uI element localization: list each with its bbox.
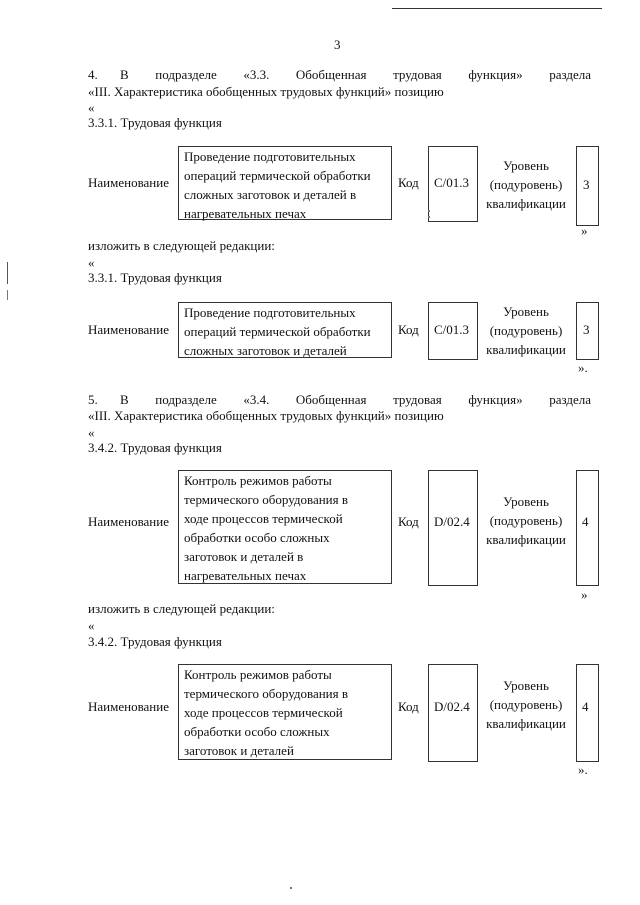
- code-value: D/02.4: [434, 699, 470, 714]
- item-intro-line2: «III. Характеристика обобщенных трудовых функций» позицию: [88, 408, 444, 423]
- page-number: 3: [334, 37, 341, 52]
- name-line: операций термической обработки: [184, 168, 371, 183]
- item-intro-line: [120, 67, 591, 83]
- level-line: Уровень: [503, 678, 549, 693]
- function-name-box: [178, 302, 392, 358]
- scan-dot: [428, 210, 430, 212]
- code-label: Код: [398, 514, 419, 529]
- word: В: [120, 67, 129, 82]
- name-label: Наименование: [88, 322, 169, 337]
- open-quote: «: [88, 100, 95, 115]
- code-label: Код: [398, 699, 419, 714]
- open-quote: «: [88, 255, 95, 270]
- open-quote: «: [88, 618, 95, 633]
- word: функция»: [468, 392, 523, 407]
- code-label: Код: [398, 175, 419, 190]
- level-line: (подуровень): [489, 177, 563, 192]
- name-line: термического оборудования в: [184, 492, 349, 507]
- level-line: квалификации: [486, 196, 566, 211]
- function-name-box: [178, 470, 392, 584]
- level-line: Уровень: [503, 158, 549, 173]
- code-value: C/01.3: [434, 322, 470, 337]
- name-line: Контроль режимов работы: [184, 473, 332, 488]
- level-line: Уровень: [503, 304, 549, 319]
- function-name-box: [178, 146, 392, 220]
- word: В: [120, 392, 129, 407]
- close-quote: ».: [578, 360, 588, 375]
- instruction: изложить в следующей редакции:: [88, 238, 275, 253]
- function-name-box: [178, 664, 392, 760]
- word: «3.4.: [243, 392, 270, 407]
- function-heading: 3.4.2. Трудовая функция: [88, 440, 222, 455]
- name-line: обработки особо сложных: [184, 724, 330, 739]
- close-quote: »: [581, 587, 588, 602]
- name-label: Наименование: [88, 699, 169, 714]
- word: «3.3.: [243, 67, 270, 82]
- word: раздела: [549, 67, 591, 82]
- name-line: Контроль режимов работы: [184, 667, 332, 682]
- name-line: нагревательных печах: [184, 206, 307, 221]
- level-line: (подуровень): [489, 323, 563, 338]
- level-line: Уровень: [503, 494, 549, 509]
- name-line: Проведение подготовительных: [184, 149, 356, 164]
- item-intro-line2: «III. Характеристика обобщенных трудовых функций» позицию: [88, 84, 444, 99]
- word: трудовая: [393, 392, 442, 407]
- name-line: термического оборудования в: [184, 686, 349, 701]
- level-label: [478, 676, 574, 733]
- level-line: квалификации: [486, 716, 566, 731]
- level-line: (подуровень): [489, 513, 563, 528]
- name-label: Наименование: [88, 175, 169, 190]
- word: раздела: [549, 392, 591, 407]
- word: функция»: [468, 67, 523, 82]
- level-line: (подуровень): [489, 697, 563, 712]
- item-intro-line: [120, 392, 591, 408]
- level-line: квалификации: [486, 532, 566, 547]
- name-line: заготовок и деталей в: [184, 549, 304, 564]
- scan-dot: [290, 887, 292, 889]
- function-heading: 3.3.1. Трудовая функция: [88, 270, 222, 285]
- item-number: 5.: [88, 392, 98, 407]
- close-quote: ».: [578, 762, 588, 777]
- code-value: C/01.3: [434, 175, 470, 190]
- name-line: сложных заготовок и деталей: [184, 343, 347, 358]
- name-line: операций термической обработки: [184, 324, 371, 339]
- name-line: ходе процессов термической: [184, 511, 343, 526]
- code-label: Код: [398, 322, 419, 337]
- level-value: 3: [583, 322, 590, 337]
- scan-top-line: [392, 8, 602, 9]
- item-number: 4.: [88, 67, 98, 82]
- word: Обобщенная: [295, 392, 367, 407]
- name-line: Проведение подготовительных: [184, 305, 356, 320]
- name-line: нагревательных печах: [184, 568, 307, 583]
- instruction: изложить в следующей редакции:: [88, 601, 275, 616]
- word: подразделе: [155, 67, 217, 82]
- word: трудовая: [393, 67, 442, 82]
- level-label: [478, 302, 574, 359]
- level-value: 4: [582, 514, 589, 529]
- scan-margin-mark: [7, 290, 8, 300]
- name-label: Наименование: [88, 514, 169, 529]
- close-quote: »: [581, 223, 588, 238]
- scan-margin-mark: [7, 262, 8, 284]
- name-line: ходе процессов термической: [184, 705, 343, 720]
- code-value: D/02.4: [434, 514, 470, 529]
- name-line: заготовок и деталей: [184, 743, 294, 758]
- level-label: [478, 156, 574, 213]
- function-heading: 3.4.2. Трудовая функция: [88, 634, 222, 649]
- name-line: сложных заготовок и деталей в: [184, 187, 357, 202]
- name-line: обработки особо сложных: [184, 530, 330, 545]
- open-quote: «: [88, 425, 95, 440]
- function-heading: 3.3.1. Трудовая функция: [88, 115, 222, 130]
- word: Обобщенная: [295, 67, 367, 82]
- level-value: 4: [582, 699, 589, 714]
- level-label: [478, 492, 574, 549]
- word: подразделе: [155, 392, 217, 407]
- level-value: 3: [583, 177, 590, 192]
- scan-dot: [428, 216, 430, 218]
- level-line: квалификации: [486, 342, 566, 357]
